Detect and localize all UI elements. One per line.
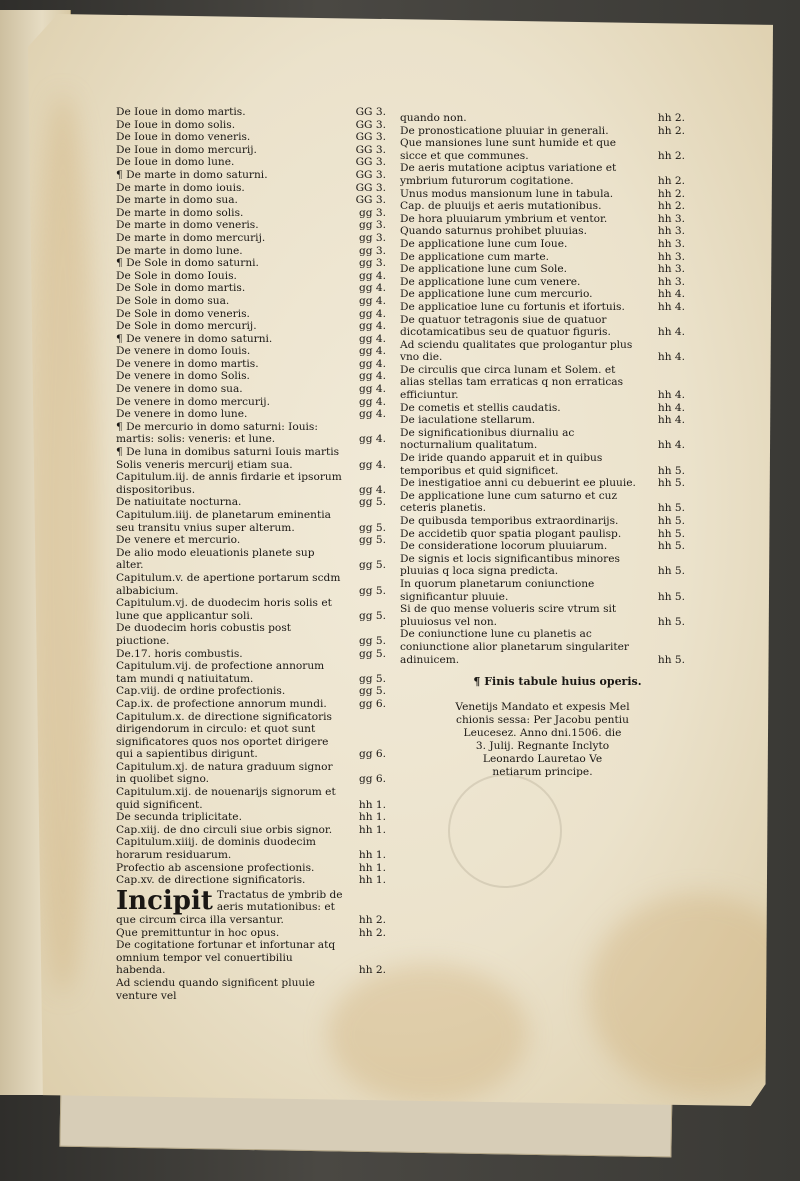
colophon-line: chionis sessa: Per Jacobu pentiu <box>456 713 629 726</box>
entry-title: De iride quando apparuit et in quibus temporibus et quid significet. <box>400 452 603 477</box>
entry-title: De alio modo eleuationis planete sup alter. <box>116 546 315 572</box>
entry-title: De Sole in domo Iouis. <box>116 269 237 282</box>
toc-entry <box>400 137 685 162</box>
entry-folio-ref: gg 4. <box>358 345 386 358</box>
entry-title: De venere in domo lune. <box>116 408 248 421</box>
toc-entry <box>400 314 685 339</box>
toc-entry <box>116 874 386 887</box>
entry-title: Capitulum.vij. de profectione annorum tam mundi q natiuitatum. <box>116 660 325 685</box>
finis-heading: ¶ Finis tabule huius operis. <box>473 675 642 689</box>
entry-title: De marte in domo mercurij. <box>116 231 266 244</box>
toc-entry <box>116 660 386 685</box>
entry-title: Cap.ix. de profectione annorum mundi. <box>116 697 327 710</box>
entry-title: De circulis que circa lunam et Solem. et alias stellas tam erraticas q non erraticas efficiuntur. <box>400 363 624 402</box>
entry-folio-ref: hh 5. <box>657 477 685 490</box>
entry-title: De secunda triplicitate. <box>116 811 242 824</box>
entry-folio-ref: gg 4. <box>358 395 386 408</box>
entry-title: De applicatione lune cum Ioue. <box>400 237 568 250</box>
entry-title: Quando saturnus prohibet pluuias. <box>400 225 587 238</box>
entry-title: Capitulum.iij. de annis firdarie et ipsorum dispositoribus. <box>116 471 342 496</box>
entry-title: De venere in domo Solis. <box>116 370 250 383</box>
toc-entry <box>400 188 685 201</box>
toc-entry <box>116 547 386 572</box>
toc-entry <box>116 383 386 396</box>
colophon-line: Leonardo Lauretao Ve <box>482 752 603 765</box>
toc-entry <box>116 761 386 786</box>
toc-entry <box>116 862 386 875</box>
toc-entry <box>116 396 386 409</box>
entry-folio-ref: gg 6. <box>358 697 386 710</box>
toc-entry <box>116 786 386 811</box>
entry-folio-ref: hh 4. <box>657 414 685 427</box>
entry-title: De applicatione lune cum venere. <box>400 275 581 288</box>
entry-title: De applicatione lune cum mercurio. <box>400 288 593 301</box>
toc-entry <box>400 364 685 402</box>
entry-folio-ref: gg 5. <box>358 634 386 647</box>
entry-folio-ref: gg 3. <box>358 219 386 232</box>
toc-entry <box>400 402 685 415</box>
toc-entry <box>116 408 386 421</box>
entry-folio-ref: gg 4. <box>358 483 386 496</box>
entry-folio-ref: hh 1. <box>358 798 386 811</box>
toc-entry <box>400 288 685 301</box>
entry-folio-ref: hh 1. <box>358 861 386 874</box>
entry-folio-ref: gg 5. <box>358 584 386 597</box>
toc-entry <box>116 648 386 661</box>
entry-title: quando non. <box>400 112 467 124</box>
entry-folio-ref: gg 4. <box>358 294 386 307</box>
entry-title: Capitulum.xiiij. de dominis duodecim horarum residuarum. <box>116 836 316 862</box>
toc-entry <box>116 698 386 711</box>
toc-entry <box>400 112 685 125</box>
entry-title: De signis et locis significantibus minores pluuias q loca signa predicta. <box>400 552 620 578</box>
entry-folio-ref: gg 4. <box>358 383 386 396</box>
entry-title: De marte in domo iouis. <box>116 181 245 194</box>
entry-folio-ref: hh 1. <box>358 874 386 887</box>
toc-entry <box>116 169 386 182</box>
toc-entry <box>116 509 386 534</box>
entry-folio-ref: hh 2. <box>358 964 386 977</box>
toc-entry <box>116 977 386 1002</box>
entry-title: ¶ De marte in domo saturni. <box>116 168 268 181</box>
entry-folio-ref: hh 5. <box>657 527 685 540</box>
entry-folio-ref: GG 3. <box>355 143 386 156</box>
entry-title: De Ioue in domo solis. <box>116 118 236 131</box>
entry-folio-ref: gg 4. <box>358 357 386 370</box>
toc-entry <box>116 711 386 761</box>
entry-title: De marte in domo veneris. <box>116 219 259 232</box>
toc-entry <box>116 597 386 622</box>
entry-title: De Ioue in domo martis. <box>116 106 246 118</box>
entry-folio-ref: GG 3. <box>355 194 386 207</box>
entry-folio-ref: gg 5. <box>358 521 386 534</box>
entry-folio-ref: hh 3. <box>657 263 685 276</box>
entry-title: Ad sciendu qualitates que prologantur plus vno die. <box>400 338 633 364</box>
entry-title: De Ioue in domo mercurij. <box>116 143 257 156</box>
entry-folio-ref: hh 4. <box>657 439 685 452</box>
entry-folio-ref: hh 2. <box>358 926 386 939</box>
toc-entry <box>400 452 685 477</box>
toc-entry <box>116 106 386 119</box>
entry-title: De venere et mercurio. <box>116 534 241 547</box>
toc-entry <box>400 200 685 213</box>
toc-entry <box>116 836 386 861</box>
toc-entry <box>116 144 386 157</box>
entry-title: De quibusda temporibus extraordinarijs. <box>400 515 619 527</box>
toc-entry <box>400 490 685 515</box>
toc-entry <box>400 515 685 528</box>
entry-folio-ref: gg 4. <box>358 370 386 383</box>
toc-entry <box>400 213 685 226</box>
entry-title: Que premittuntur in hoc opus. <box>116 926 280 939</box>
colophon-line: 3. Julij. Regnante Inclyto <box>475 739 610 752</box>
entry-folio-ref: hh 5. <box>657 502 685 515</box>
toc-entry <box>116 245 386 258</box>
entry-folio-ref: hh 4. <box>657 300 685 313</box>
entry-title: De Ioue in domo lune. <box>116 156 235 169</box>
toc-entry <box>116 194 386 207</box>
entry-folio-ref: gg 5. <box>358 672 386 685</box>
entry-folio-ref: gg 4. <box>358 433 386 446</box>
entry-folio-ref: hh 4. <box>657 351 685 364</box>
right-column <box>400 112 685 779</box>
entry-folio-ref: hh 2. <box>657 112 685 124</box>
colophon <box>400 701 685 779</box>
entry-folio-ref: gg 3. <box>358 206 386 219</box>
toc-entry <box>400 427 685 452</box>
entry-title: De significationibus diurnaliu ac nocturnalium qualitatum. <box>400 426 575 452</box>
toc-entry <box>116 421 386 446</box>
entry-title: Capitulum.iiij. de planetarum eminentia seu transitu vnius super alterum. <box>116 509 331 534</box>
entry-title: De venere in domo martis. <box>116 357 259 370</box>
entry-folio-ref: gg 6. <box>358 748 386 761</box>
colophon-line: Venetijs Mandato et expesis Mel <box>455 700 630 713</box>
toc-entry <box>116 333 386 346</box>
toc-entry <box>116 939 386 977</box>
entry-folio-ref: GG 3. <box>355 131 386 144</box>
toc-entry <box>400 628 685 666</box>
entry-folio-ref: GG 3. <box>355 168 386 181</box>
toc-entry <box>400 301 685 314</box>
toc-entry <box>116 446 386 471</box>
entry-title: De marte in domo lune. <box>116 244 243 257</box>
entry-title: De applicatioe lune cu fortunis et ifortuis. <box>400 300 625 313</box>
entry-title: Si de quo mense volueris scire vtrum sit pluuiosus vel non. <box>400 603 617 628</box>
entry-folio-ref: hh 2. <box>657 149 685 162</box>
entry-title: ¶ De luna in domibus saturni Iouis martis Solis veneris mercurij etiam sua. <box>116 446 340 471</box>
entry-folio-ref: hh 1. <box>358 811 386 824</box>
entry-title: De hora pluuiarum ymbrium et ventor. <box>400 212 608 225</box>
entry-title: De applicatione cum marte. <box>400 250 550 263</box>
toc-entry <box>116 282 386 295</box>
toc-entry <box>116 308 386 321</box>
entry-title: De quatuor tetragonis siue de quatuor dicotamicatibus seu de quatuor figuris. <box>400 313 611 339</box>
entry-title: ¶ De Sole in domo saturni. <box>116 257 259 270</box>
entry-title: De coniunctione lune cu planetis ac coniunctione alior planetarum singulariter adinuicem. <box>400 628 629 666</box>
entry-title: De Sole in domo sua. <box>116 294 230 307</box>
entry-folio-ref: GG 3. <box>355 181 386 194</box>
entry-folio-ref: hh 4. <box>657 401 685 414</box>
entry-folio-ref: GG 3. <box>355 106 386 118</box>
entry-title: De aeris mutatione aciptus variatione et ymbrium futurorum cogitatione. <box>400 162 617 187</box>
entry-folio-ref: hh 2. <box>657 174 685 187</box>
entry-title: Capitulum.v. de apertione portarum scdm albabicium. <box>116 571 341 597</box>
entry-title: Cap.xiij. de dno circuli siue orbis signor. <box>116 823 333 836</box>
entry-title: ¶ De mercurio in domo saturni: Iouis: martis: solis: veneris: et lune. <box>116 420 318 446</box>
watermark-stamp <box>448 774 562 888</box>
entry-folio-ref: hh 4. <box>657 389 685 402</box>
entry-folio-ref: hh 3. <box>657 275 685 288</box>
entry-folio-ref: hh 1. <box>358 849 386 862</box>
toc-entry <box>116 471 386 496</box>
entry-title: De natiuitate nocturna. <box>116 496 242 509</box>
entry-folio-ref: hh 4. <box>657 326 685 339</box>
entry-title: Capitulum.x. de directione significatoris dirigendorum in circulo: et quot sunt significatores quos nos oportet dirigere qui a sapientibus dirigunt. <box>116 710 332 761</box>
entry-folio-ref: hh 1. <box>358 823 386 836</box>
entry-title: De applicatione lune cum Sole. <box>400 263 568 276</box>
entry-title: Cap.viij. de ordine profectionis. <box>116 685 286 698</box>
toc-entry <box>116 232 386 245</box>
entry-folio-ref: hh 5. <box>657 590 685 603</box>
right-entries <box>400 112 685 666</box>
entry-title: De.17. horis combustis. <box>116 647 243 660</box>
toc-entry <box>400 225 685 238</box>
toc-entry <box>116 219 386 232</box>
entry-title: De venere in domo sua. <box>116 383 243 396</box>
entry-folio-ref: hh 5. <box>657 515 685 527</box>
toc-entry <box>400 578 685 603</box>
entry-folio-ref: hh 5. <box>657 615 685 628</box>
toc-entry <box>116 270 386 283</box>
toc-entry <box>116 207 386 220</box>
entry-title: De cogitatione fortunar et infortunar atq omnium tempor vel conuertibiliu habenda. <box>116 939 336 977</box>
entry-title: Ad sciendu quando significent pluuie venture vel <box>116 976 315 1002</box>
entry-title: De marte in domo solis. <box>116 206 244 219</box>
toc-entry <box>116 370 386 383</box>
toc-entry <box>116 320 386 333</box>
entry-folio-ref: hh 5. <box>657 464 685 477</box>
entry-folio-ref: gg 4. <box>358 320 386 333</box>
toc-entry <box>400 251 685 264</box>
entry-folio-ref: hh 5. <box>657 565 685 578</box>
entry-folio-ref: gg 4. <box>358 269 386 282</box>
entry-title: De inestigatioe anni cu debuerint ee pluuie. <box>400 477 636 490</box>
entry-folio-ref: GG 3. <box>355 118 386 131</box>
toc-entry <box>116 257 386 270</box>
entry-title: De pronosticatione pluuiar in generali. <box>400 124 609 137</box>
entry-folio-ref: gg 4. <box>358 332 386 345</box>
entry-title: Cap. de pluuijs et aeris mutationibus. <box>400 200 602 213</box>
incipit-text: Tractatus de ymbrib de aeris mutationibus: et que circum circa illa versantur. <box>116 888 343 926</box>
toc-entry <box>116 182 386 195</box>
toc-entry <box>116 572 386 597</box>
entry-folio-ref: gg 5. <box>358 559 386 572</box>
entry-folio-ref: hh 2. <box>657 124 685 137</box>
toc-entry <box>116 131 386 144</box>
entry-title: De duodecim horis cobustis post piuctione. <box>116 622 292 647</box>
toc-entry <box>400 603 685 628</box>
entry-title: De accidetib quor spatia plogant paulisp. <box>400 527 622 540</box>
entry-title: Capitulum.xij. de nouenarijs signorum et quid significent. <box>116 786 336 811</box>
colophon-line: netiarum principe. <box>492 765 593 778</box>
toc-entry <box>116 295 386 308</box>
entry-title: De applicatione lune cum saturno et cuz ceteris planetis. <box>400 489 618 515</box>
entry-folio-ref: hh 3. <box>657 237 685 250</box>
entry-folio-ref: gg 6. <box>358 773 386 786</box>
toc-entry <box>116 156 386 169</box>
entry-title: Unus modus mansionum lune in tabula. <box>400 187 614 200</box>
entry-title: Capitulum.xj. de natura graduum signor in quolibet signo. <box>116 760 333 786</box>
colophon-line: Leucesez. Anno dni.1506. die <box>463 726 622 739</box>
toc-entry <box>400 276 685 289</box>
entry-folio-ref: hh 3. <box>657 212 685 225</box>
entry-folio-ref: hh 5. <box>657 653 685 666</box>
entry-folio-ref: gg 5. <box>358 685 386 698</box>
entry-folio-ref: gg 4. <box>358 458 386 471</box>
entry-folio-ref: gg 5. <box>358 496 386 509</box>
entry-folio-ref: hh 2. <box>358 914 386 926</box>
entry-title: Cap.xv. de directione significatoris. <box>116 874 306 887</box>
entry-folio-ref: hh 3. <box>657 250 685 263</box>
toc-entry <box>116 534 386 547</box>
toc-entry <box>116 119 386 132</box>
toc-entry <box>400 263 685 276</box>
toc-entry <box>116 824 386 837</box>
toc-entry <box>116 358 386 371</box>
incipit-entry <box>116 885 386 927</box>
toc-entry <box>116 685 386 698</box>
entry-title: De cometis et stellis caudatis. <box>400 401 561 414</box>
toc-entry <box>400 414 685 427</box>
entry-folio-ref: gg 3. <box>358 244 386 257</box>
entry-title: De marte in domo sua. <box>116 194 238 207</box>
toc-entry <box>400 553 685 578</box>
entry-title: De venere in domo mercurij. <box>116 395 270 408</box>
entry-folio-ref: gg 5. <box>358 534 386 547</box>
entry-folio-ref: GG 3. <box>355 156 386 169</box>
entry-folio-ref: gg 3. <box>358 231 386 244</box>
entry-folio-ref: hh 2. <box>657 187 685 200</box>
toc-entry <box>116 927 386 940</box>
entry-title: De Ioue in domo veneris. <box>116 131 251 144</box>
toc-entry <box>400 528 685 541</box>
toc-entry <box>116 622 386 647</box>
entry-folio-ref: gg 4. <box>358 408 386 421</box>
toc-entry <box>116 345 386 358</box>
entry-title: De consideratione locorum pluuiarum. <box>400 540 608 553</box>
entry-folio-ref: hh 3. <box>657 225 685 238</box>
entry-folio-ref: gg 5. <box>358 609 386 622</box>
entry-title: Que mansiones lune sunt humide et que sicce et que communes. <box>400 137 617 162</box>
entry-folio-ref: hh 5. <box>657 540 685 553</box>
entry-title: Profectio ab ascensione profectionis. <box>116 861 315 874</box>
toc-entry <box>400 125 685 138</box>
entry-title: De venere in domo Iouis. <box>116 345 251 358</box>
entry-folio-ref: gg 3. <box>358 257 386 270</box>
toc-entry <box>400 162 685 187</box>
incipit-initial: Incipit <box>116 885 213 916</box>
entry-folio-ref: gg 4. <box>358 307 386 320</box>
toc-entry <box>400 540 685 553</box>
entry-title: In quorum planetarum coniunctione significantur pluuie. <box>400 577 595 603</box>
toc-entry <box>400 339 685 364</box>
toc-entry <box>116 496 386 509</box>
entry-title: Capitulum.vj. de duodecim horis solis et lune que applicantur soli. <box>116 597 332 622</box>
left-column <box>116 106 386 1002</box>
toc-entry <box>400 477 685 490</box>
entry-title: De Sole in domo martis. <box>116 282 246 295</box>
toc-entry <box>400 238 685 251</box>
entry-folio-ref: hh 2. <box>657 200 685 213</box>
entry-title: De Sole in domo mercurij. <box>116 320 257 333</box>
entry-title: ¶ De venere in domo saturni. <box>116 332 273 345</box>
entry-folio-ref: gg 5. <box>358 647 386 660</box>
entry-folio-ref: gg 4. <box>358 282 386 295</box>
entry-title: De iaculatione stellarum. <box>400 414 536 427</box>
entry-title: De Sole in domo veneris. <box>116 307 250 320</box>
entry-folio-ref: hh 4. <box>657 288 685 301</box>
toc-entry <box>116 811 386 824</box>
